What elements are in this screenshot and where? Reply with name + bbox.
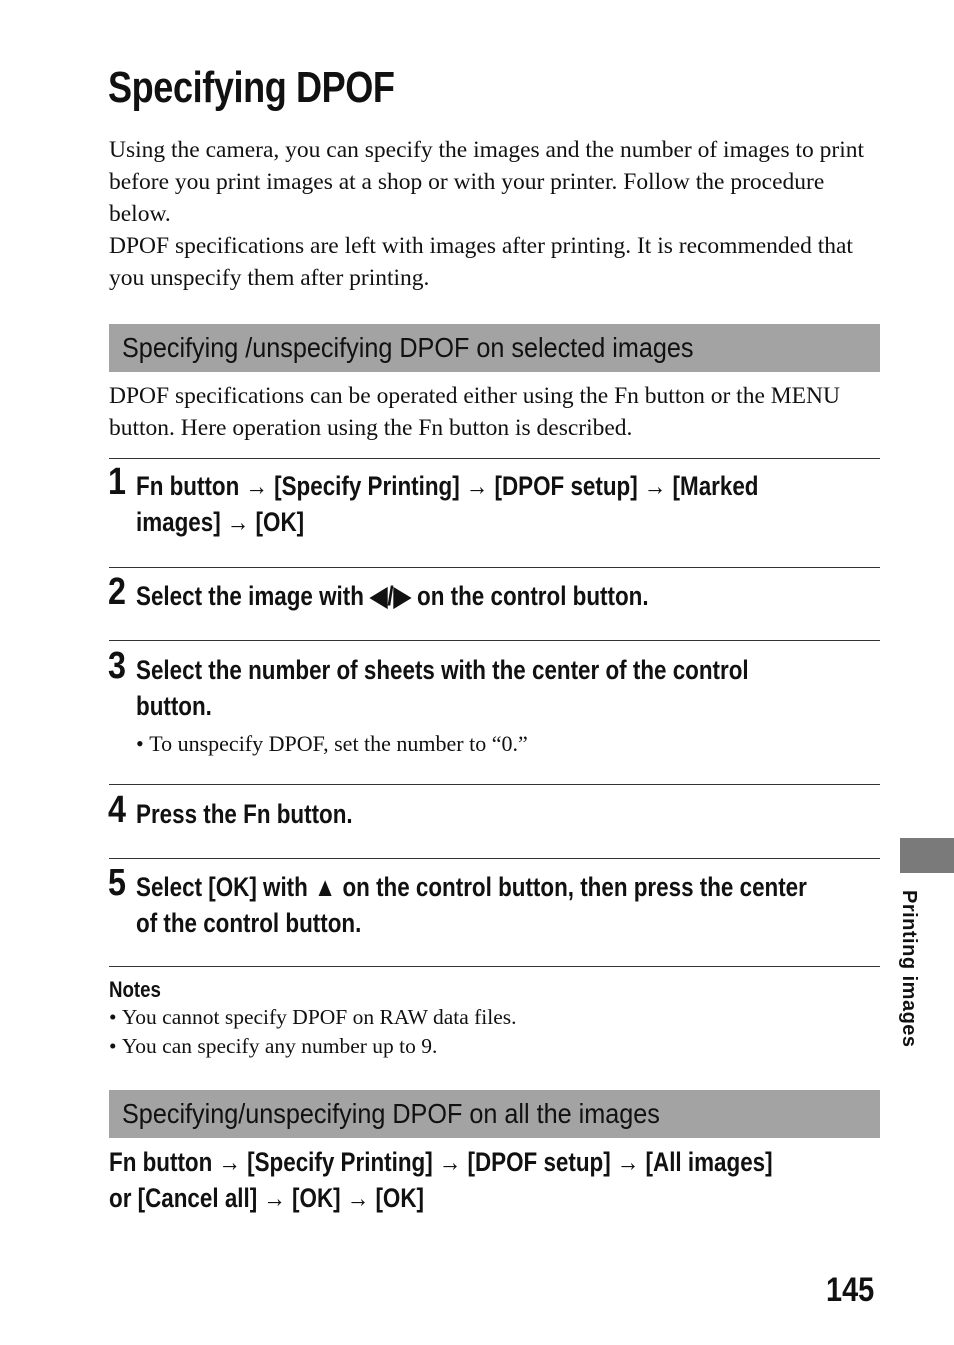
section2-instruction-line2: or [Cancel all] → [OK] → [OK] <box>109 1183 425 1213</box>
section1-description: DPOF specifications can be operated either using the Fn button or the MENU button. Here operation using the Fn button is described. <box>109 383 840 441</box>
note-text: You can specify any number up to 9. <box>121 1034 438 1058</box>
step-divider <box>109 784 880 785</box>
bullet: • <box>109 1005 122 1029</box>
note-text: You cannot specify DPOF on RAW data files. <box>121 1005 517 1029</box>
notes-heading: Notes <box>109 977 161 1002</box>
section2-instruction-line1: Fn button → [Specify Printing] → [DPOF setup] → [All images] <box>109 1147 773 1177</box>
step-3-subnote <box>136 730 528 758</box>
step-divider <box>109 567 880 568</box>
step-text-line1: Select [OK] with ▲ on the control button, then press the center <box>136 872 807 902</box>
step-divider <box>109 858 880 859</box>
notes-divider <box>109 966 880 967</box>
step-text-line2: of the control button. <box>136 908 362 938</box>
step-number: 1 <box>108 461 126 503</box>
step-number: 2 <box>108 571 126 613</box>
intro-paragraph-2: DPOF specifications are left with images after printing. It is recommended that you unspecify them after printing. <box>109 233 853 291</box>
bullet: • <box>136 731 150 756</box>
step-text-line1: Press the Fn button. <box>136 799 353 829</box>
note-item <box>109 1003 517 1031</box>
step-number: 3 <box>108 645 126 687</box>
note-item <box>109 1032 437 1060</box>
section2-heading: Specifying/unspecifying DPOF on all the images <box>122 1098 660 1129</box>
section1-heading-bar <box>109 324 880 372</box>
side-tab-label: Printing images <box>898 890 920 1048</box>
bullet: • <box>109 1034 122 1058</box>
page-title: Specifying DPOF <box>108 63 395 112</box>
step-number: 4 <box>108 789 126 831</box>
step-text-line2: images] → [OK] <box>136 507 305 537</box>
step-text-line1: Fn button → [Specify Printing] → [DPOF setup] → [Marked <box>136 471 759 501</box>
side-tab <box>893 890 923 1060</box>
section2-instruction <box>109 1144 773 1216</box>
step-text-line2: button. <box>136 691 212 721</box>
intro-paragraph-1: Using the camera, you can specify the images and the number of images to print before you print images at a shop or with your printer. Follow the procedure below. <box>109 137 865 227</box>
chapter-tab-marker <box>900 838 954 873</box>
step-divider <box>109 458 880 459</box>
step-text-line1: Select the image with ◀/▶ on the control button. <box>136 581 649 611</box>
step-text-line1: Select the number of sheets with the center of the control <box>136 655 749 685</box>
section2-heading-bar <box>109 1090 880 1138</box>
step-divider <box>109 640 880 641</box>
section1-heading: Specifying /unspecifying DPOF on selected images <box>122 332 694 363</box>
page-number: 145 <box>826 1271 875 1309</box>
step-number: 5 <box>108 862 126 904</box>
step-3-subnote-text: To unspecify DPOF, set the number to “0.” <box>149 731 528 756</box>
